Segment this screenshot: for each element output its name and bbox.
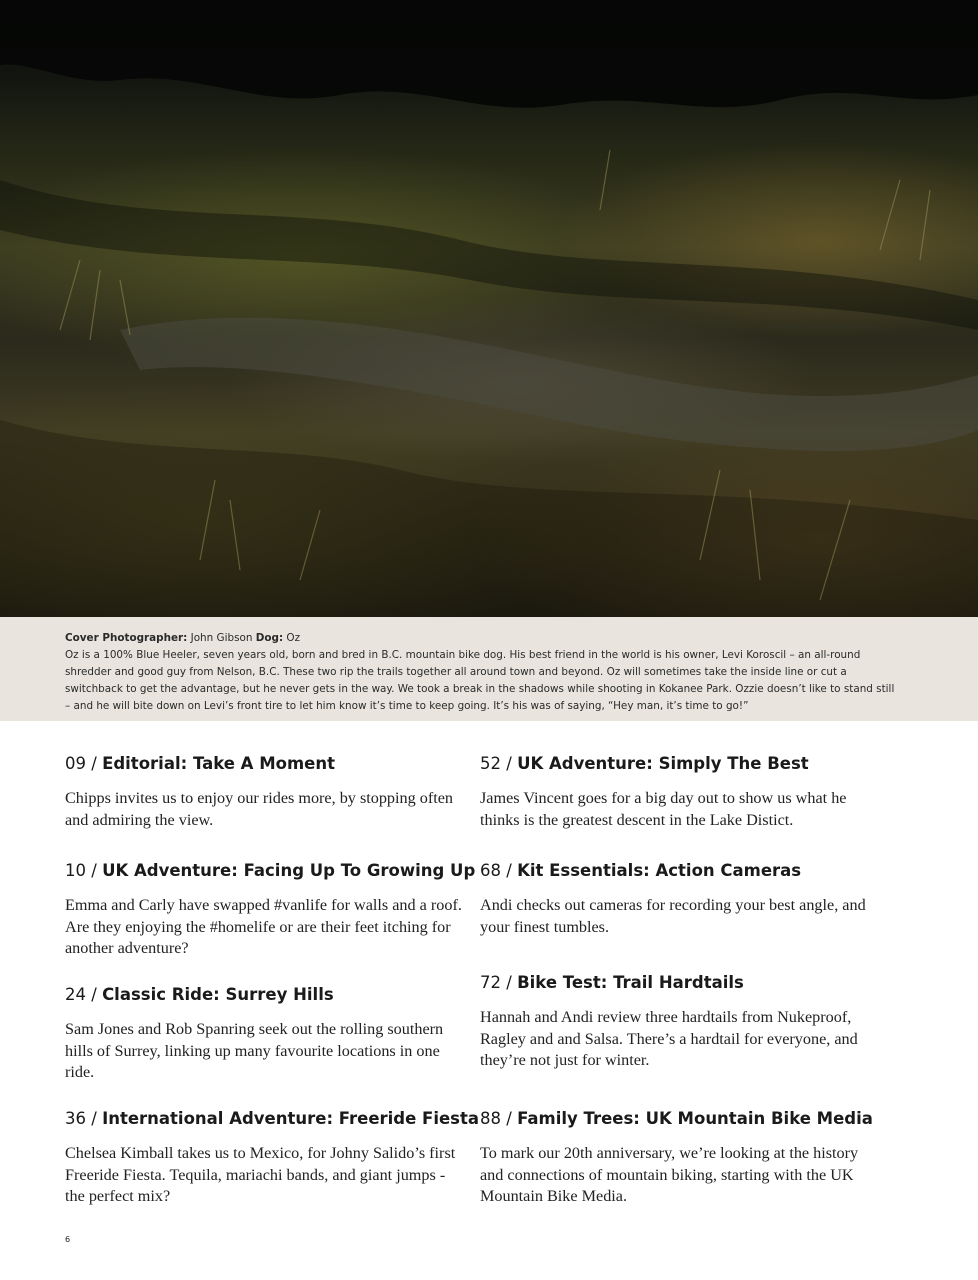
entry-summary: Chelsea Kimball takes us to Mexico, for Johny Salido’s first Freeride Fiesta. Tequila, mariachi bands, and giant jumps - the perfect mix? — [65, 1144, 456, 1205]
photographer-label: Cover Photographer: — [65, 632, 188, 644]
entry-title: UK Adventure: Simply The Best — [517, 754, 809, 773]
page-number: 6 — [65, 1235, 71, 1244]
entry-page-number: 72 / — [480, 973, 512, 992]
cover-caption-band — [0, 617, 978, 721]
dog-label: Dog: — [255, 632, 284, 644]
entry-page-number: 09 / — [65, 754, 97, 773]
contents-entry[interactable] — [65, 859, 476, 960]
entry-heading — [480, 1107, 880, 1131]
entry-title: Classic Ride: Surrey Hills — [102, 985, 334, 1004]
entry-title: Editorial: Take A Moment — [102, 754, 335, 773]
entry-heading — [480, 971, 880, 995]
dog-name: Oz — [286, 632, 301, 644]
entry-summary: Chipps invites us to enjoy our rides more, by stopping often and admiring the view. — [65, 789, 454, 829]
entry-summary: Sam Jones and Rob Spanring seek out the rolling southern hills of Surrey, linking up many favourite locations in one ride. — [65, 1020, 444, 1081]
contents-entry[interactable] — [65, 983, 465, 1084]
hero-landscape-graphic — [0, 0, 978, 617]
entry-title: Family Trees: UK Mountain Bike Media — [517, 1109, 873, 1128]
entry-page-number: 52 / — [480, 754, 512, 773]
entry-summary: To mark our 20th anniversary, we’re looking at the history and connections of mountain biking, starting with the UK Mountain Bike Media. — [480, 1144, 859, 1205]
photographer-name: John Gibson — [190, 632, 253, 644]
entry-summary: Emma and Carly have swapped #vanlife for walls and a roof. Are they enjoying the #homelife or are their feet itching for another adventure? — [65, 896, 462, 957]
entry-heading — [480, 752, 880, 776]
entry-heading — [65, 983, 465, 1007]
hero-photo — [0, 0, 978, 617]
entry-page-number: 24 / — [65, 985, 97, 1004]
entry-page-number: 36 / — [65, 1109, 97, 1128]
entry-page-number: 10 / — [65, 861, 97, 880]
contents-entry[interactable] — [480, 971, 880, 1072]
entry-page-number: 88 / — [480, 1109, 512, 1128]
entry-heading — [65, 752, 465, 776]
entry-title: International Adventure: Freeride Fiesta — [102, 1109, 480, 1128]
entry-summary: James Vincent goes for a big day out to show us what he thinks is the greatest descent in the Lake Distict. — [480, 789, 847, 829]
contents-entry[interactable] — [480, 1107, 880, 1208]
entry-summary: Hannah and Andi review three hardtails from Nukeproof, Ragley and and Salsa. There’s a hardtail for everyone, and they’re not just for winter. — [480, 1008, 858, 1069]
entry-summary: Andi checks out cameras for recording your best angle, and your finest tumbles. — [480, 896, 866, 936]
contents-entry[interactable] — [65, 1107, 480, 1208]
caption-text: Oz is a 100% Blue Heeler, seven years old, born and bred in B.C. mountain bike dog. His best friend in the world is his owner, Levi Koroscil – an all-round shredder and good guy from Nelson, B.C. These two rip the trails together all around town and beyond. Oz will sometimes take the inside line or cut a switchback to get the advantage, but he never gets in the way. We took a break in the shadows while shooting in Kokanee Park. Ozzie doesn’t like to stand still – and he will bite down on Levi’s front tire to let him know it’s time to keep going. It’s his was of saying, “Hey man, it’s time to go!” — [65, 649, 895, 712]
entry-heading — [480, 859, 880, 883]
entry-title: Bike Test: Trail Hardtails — [517, 973, 744, 992]
entry-heading — [65, 1107, 480, 1131]
entry-title: Kit Essentials: Action Cameras — [517, 861, 802, 880]
entry-title: UK Adventure: Facing Up To Growing Up — [102, 861, 476, 880]
contents-entry[interactable] — [480, 859, 880, 938]
entry-heading — [65, 859, 476, 883]
contents-entry[interactable] — [65, 752, 465, 831]
entry-page-number: 68 / — [480, 861, 512, 880]
cover-caption — [65, 630, 895, 715]
contents-entry[interactable] — [480, 752, 880, 831]
